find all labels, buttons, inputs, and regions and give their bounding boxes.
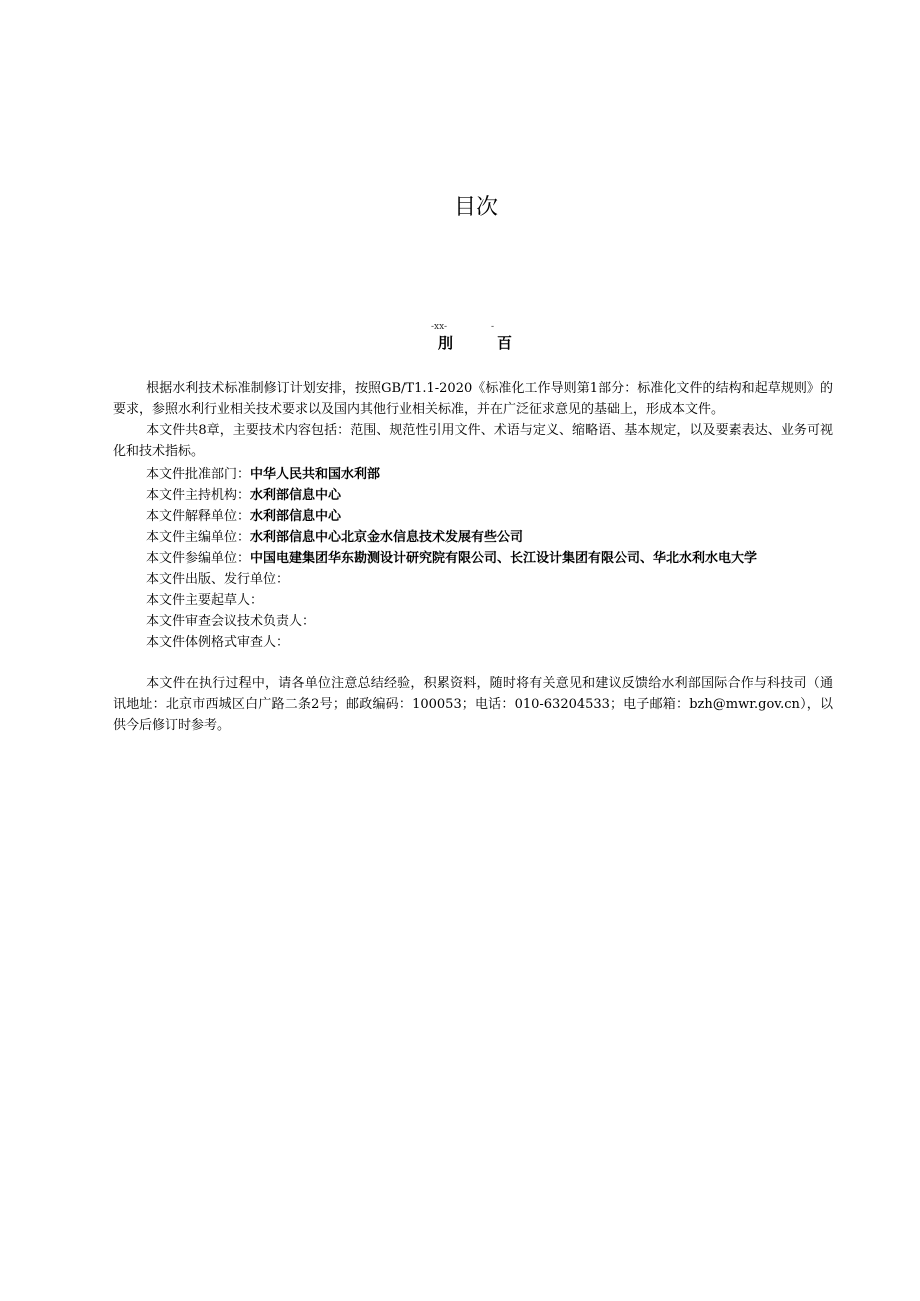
entry-participating-units [113,548,833,569]
paragraph-basis: 根据水利技术标准制修订计划安排，按照GB/T1.1-2020《标准化工作导则第1部分：标准化文件的结构和起草规则》的要求，参照水利行业相关技术要求以及国内其他行业相关标准，并在广泛征求意见的基础上，形成本文件。 [113,381,833,417]
paragraph-contents: 本文件共8章，主要技术内容包括：范围、规范性引用文件、术语与定义、缩略语、基本规定，以及要素表达、业务可视化和技术指标。 [113,423,833,459]
entry-label: 本文件审查会议技术负责人： [146,614,316,629]
entry-label: 本文件主要起草人： [146,593,264,608]
entry-format-reviewer [113,632,833,653]
foreword-heading-right: 百 [497,334,513,352]
entry-chief-editor-unit [113,527,833,548]
entry-value: 水利部信息中心 [250,509,342,524]
entry-interpretation-unit [113,506,833,527]
entry-approval-department [113,464,833,485]
entry-value: 中国电建集团华东勘测设计研究院有限公司、长江设计集团有限公司、华北水利水电大学 [250,551,758,566]
entry-publisher [113,569,833,590]
entry-label: 本文件体例格式审查人： [146,635,290,650]
foreword-body [113,378,833,736]
paragraph-feedback: 本文件在执行过程中，请各单位注意总结经验，积累资料，随时将有关意见和建议反馈给水利部国际合作与科技司（通讯地址：北京市西城区白广路二条2号；邮政编码：100053；电话：010-63204533；电子邮箱：bzh@mwr.gov.cn），以供今后修订时参考。 [113,676,833,733]
foreword-mark-left: -xx- [431,322,448,332]
entry-label: 本文件主编单位： [146,530,251,545]
toc-title: 目次 [453,195,498,220]
entry-host-organization [113,485,833,506]
entry-main-drafters [113,590,833,611]
entry-label: 本文件批准部门： [146,467,251,482]
entry-label: 本文件主持机构： [146,488,251,503]
foreword-heading-left: 刖 [438,334,454,352]
entry-value: 中华人民共和国水利部 [250,467,381,482]
entry-value: 水利部信息中心北京金水信息技术发展有些公司 [250,530,524,545]
entry-label: 本文件出版、发行单位： [146,572,290,587]
entry-label: 本文件参编单位： [146,551,251,566]
entry-label: 本文件解释单位： [146,509,251,524]
foreword-mark-right: - [491,322,495,332]
entry-review-technical-lead [113,611,833,632]
entry-value: 水利部信息中心 [250,488,342,503]
